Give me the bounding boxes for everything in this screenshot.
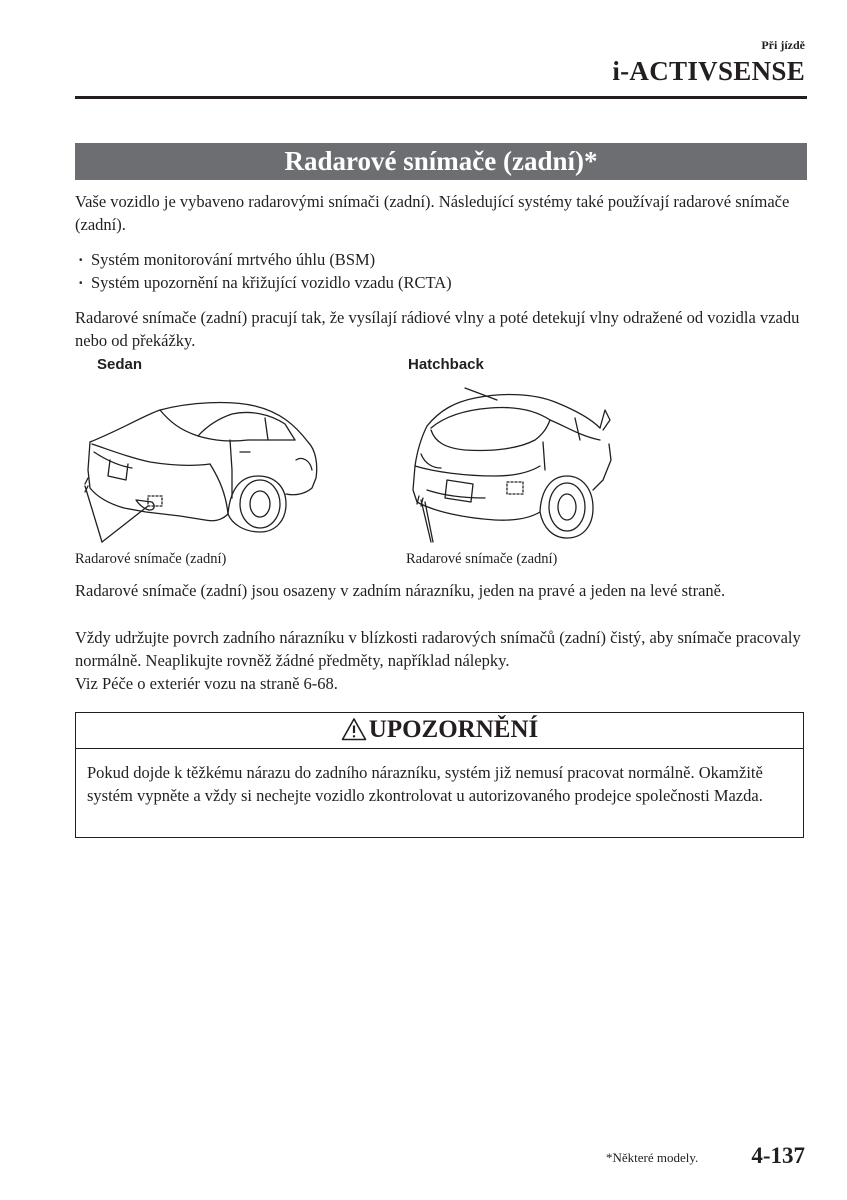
operation-paragraph: Radarové snímače (zadní) pracují tak, že vysílají rádiové vlny a poté detekují vlny odražené od vozidla vzadu nebo od překážky. [75, 308, 800, 350]
hatchback-illustration [405, 380, 620, 548]
location-paragraph: Radarové snímače (zadní) jsou osazeny v zadním nárazníku, jeden na pravé a jeden na levé straně. [75, 581, 726, 600]
list-item: · Systém monitorování mrtvého úhlu (BSM) [78, 248, 452, 271]
list-item: · Systém upozornění na křižující vozidlo vzadu (RCTA) [78, 271, 452, 294]
warning-header [76, 713, 803, 749]
warning-heading: UPOZORNĚNÍ [368, 716, 539, 743]
warning-triangle-icon [341, 717, 367, 741]
hatchback-label: Hatchback [408, 356, 484, 373]
sedan-label: Sedan [97, 356, 143, 373]
systems-list [78, 248, 452, 294]
warning-box [75, 712, 804, 838]
chapter-label: Při jízdě [761, 38, 805, 52]
section-title: i-ACTIVSENSE [612, 56, 805, 86]
page-title: Radarové snímače (zadní)* [75, 143, 807, 180]
warning-text: Pokud dojde k těžkému nárazu do zadního nárazníku, systém již nemusí pracovat normálně. Okamžitě systém vypněte a vždy si nechejte vozidlo zkontrolovat u autorizovaného prodejce společnosti Mazda. [87, 763, 763, 805]
maintenance-paragraph: Vždy udržujte povrch zadního nárazníku v blízkosti radarových snímačů (zadní) čistý, aby snímače pracovaly normálně. Neaplikujte rovněž žádné předměty, například nálepky. [75, 628, 801, 670]
reference-paragraph: Viz Péče o exteriér vozu na straně 6-68. [75, 674, 338, 693]
header-rule [75, 96, 807, 99]
sedan-caption: Radarové snímače (zadní) [75, 551, 227, 567]
intro-paragraph: Vaše vozidlo je vybaveno radarovými snímači (zadní). Následující systémy také používají radarové snímače (zadní). [75, 192, 790, 234]
page-number: 4-137 [751, 1143, 805, 1168]
footnote: *Některé modely. [606, 1150, 699, 1165]
sedan-illustration [80, 380, 325, 548]
hatchback-caption: Radarové snímače (zadní) [406, 551, 558, 567]
